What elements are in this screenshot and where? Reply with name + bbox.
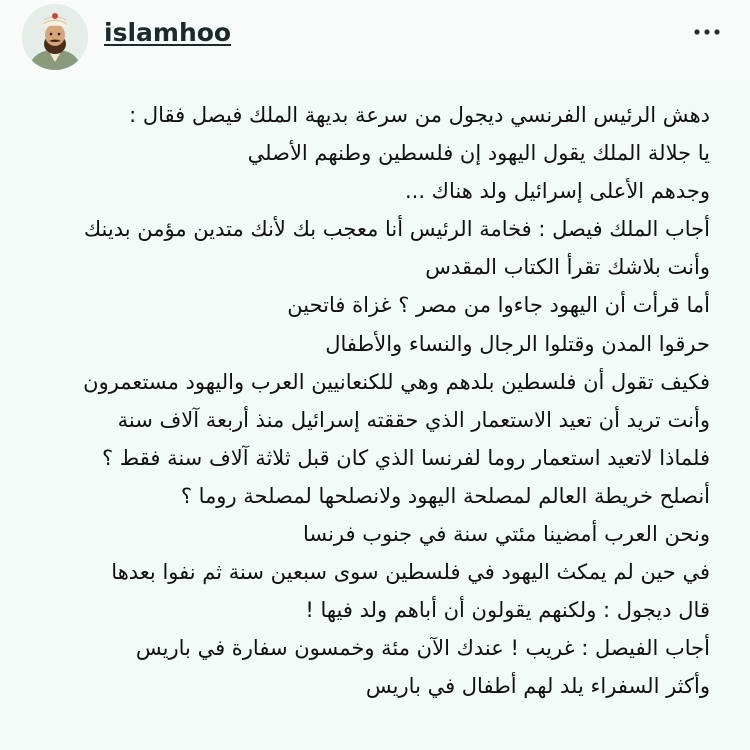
post-text-line: وأنت بلاشك تقرأ الكتاب المقدس (425, 255, 710, 280)
post-text-line: أجاب الملك فيصل : فخامة الرئيس أنا معجب بك لأنك متدين مؤمن بدينك (83, 217, 710, 242)
post-text-line: أجاب الفيصل : غريب ! عندك الآن مئة وخمسون سفارة في باريس (135, 636, 710, 661)
post-text-line: فلماذا لاتعيد استعمار روما لفرنسا الذي كان قبل ثلاثة آلاف سنة فقط ؟ (101, 445, 710, 470)
avatar-illustration-icon (22, 4, 88, 70)
post-text-line: يا جلالة الملك يقول اليهود إن فلسطين وطنهم الأصلي (247, 141, 710, 166)
post-text-line: وأنت تريد أن تعيد الاستعمار الذي حققته إسرائيل منذ أربعة آلاف سنة (117, 407, 710, 432)
post-text-line: وجدهم الأعلى إسرائيل ولد هناك ... (404, 179, 710, 204)
post-text-line: حرقوا المدن وقتلوا الرجال والنساء والأطفال (325, 331, 710, 356)
post-text-line: قال ديجول : ولكنهم يقولون أن أباهم ولد فيها ! (305, 598, 710, 623)
profile-avatar[interactable] (22, 4, 88, 70)
post-text-line: دهش الرئيس الفرنسي ديجول من سرعة بديهة الملك فيصل فقال : (129, 103, 710, 127)
post-text-line: فكيف تقول أن فلسطين بلدهم وهي للكنعانيين العرب واليهود مستعمرون (83, 369, 710, 394)
username-link[interactable]: islamhoo (104, 18, 232, 47)
post-text-block (20, 96, 710, 750)
post-text-line: أما قرأت أن اليهود جاءوا من مصر ؟ غزاة فاتحين (287, 293, 710, 318)
more-options-button[interactable] (692, 20, 722, 44)
post-header (0, 0, 750, 80)
post-text-line: وأكثر السفراء يلد لهم أطفال في باريس (365, 674, 710, 699)
post-text-line: أنصلح خريطة العالم لمصلحة اليهود ولانصلحها لمصلحة روما ؟ (180, 483, 710, 508)
post-text-line: في حين لم يمكث اليهود في فلسطين سوى سبعين سنة ثم نفوا بعدها (111, 560, 710, 585)
more-dots-icon (694, 29, 720, 35)
post-text-line: ونحن العرب أمضينا مئتي سنة في جنوب فرنسا (302, 522, 710, 547)
